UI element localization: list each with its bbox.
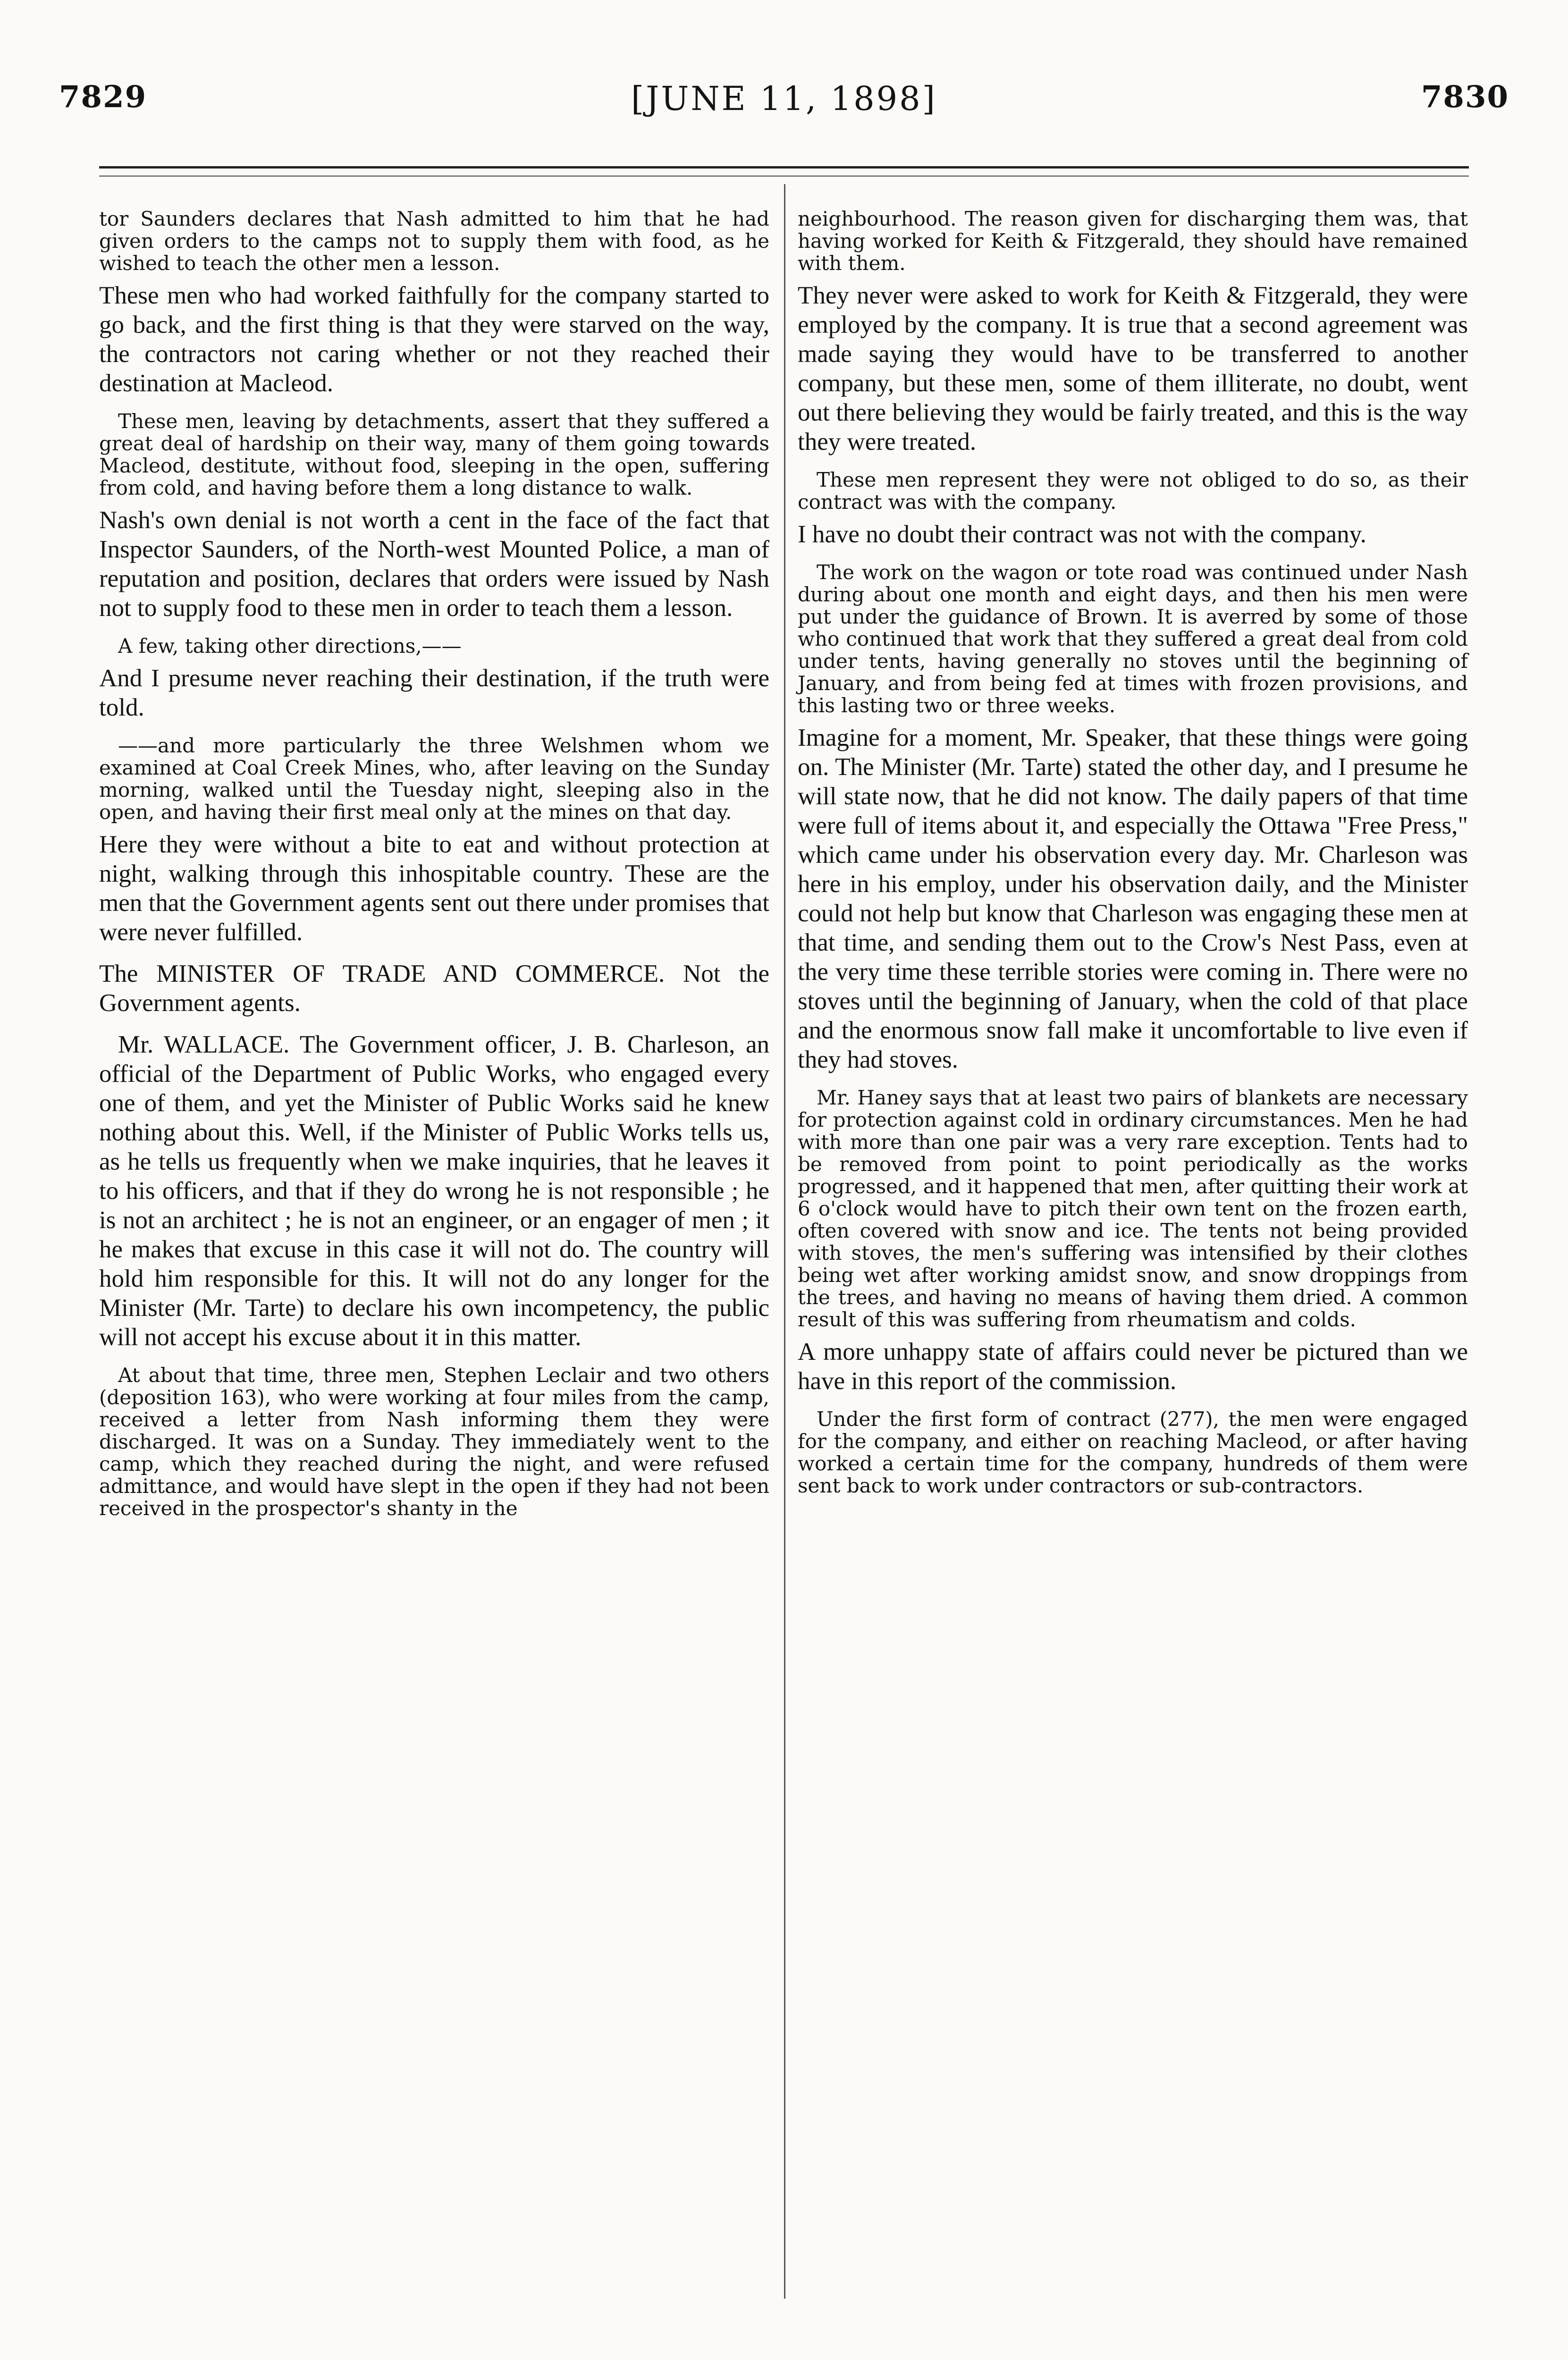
paragraph: They never were asked to work for Keith & Fitzgerald, they were employed by the company. It is true that a second agreement was made saying they would have to be transferred to another company, but these men, some of them illiterate, no doubt, went out there believing they would be fairly treated, and this is the way they were treated. [798,282,1468,455]
paragraph: At about that time, three men, Stephen Leclair and two others (deposition 163), who were working at four miles from the camp, received a letter from Nash informing them they were discharged. It was on a Sunday. They immediately went to the camp, which they reached during the night, and were refused admittance, and would have slept in the open if they had not been received in the prospector's shanty in the [99,1364,769,1520]
paragraph: Here they were without a bite to eat and without protection at night, walking through this inhospitable country. These are the men that the Government agents sent out there under promises that were never fulfilled. [99,831,769,946]
paragraph: Mr. Haney says that at least two pairs of blankets are necessary for protection against cold in ordinary circumstances. Men he had with more than one pair was a very rare exception. Tents had to be removed from point to point periodically as the works progressed, and it happened that men, after quitting their work at 6 o'clock would have to pitch their own tent on the frozen earth, often covered with snow and ice. The tents not being provided with stoves, the men's suffering was intensified by their clothes being wet after working amidst snow, and snow droppings from the trees, and having no means of having them dried. A common result of this was suffering from rheumatism and colds. [798,1086,1468,1331]
header-rule-thin [99,176,1469,177]
page-number-left: 7829 [59,79,147,115]
paragraph: The MINISTER OF TRADE AND COMMERCE. Not the Government agents. [99,960,769,1017]
column-divider [784,184,785,2299]
right-column [798,208,1468,1503]
left-column [99,208,769,1526]
page-date: [JUNE 11, 1898] [631,79,937,118]
paragraph: The work on the wagon or tote road was continued under Nash during about one month and eight days, and then his men were put under the guidance of Brown. It is averred by some of those who continued that work that they suffered a great deal from cold under tents, having generally no stoves until the beginning of January, and from being fed at times with frozen provisions, and this lasting two or three weeks. [798,561,1468,717]
paragraph: Imagine for a moment, Mr. Speaker, that these things were going on. The Minister (Mr. Tarte) stated the other day, and I presume he will state now, that he did not know. The daily papers of that time were full of items about it, and especially the Ottawa "Free Press," which came under his observation every day. Mr. Charleson was here in his employ, under his observation daily, and the Minister could not help but know that Charleson was engaging these men at that time, and sending them out to the Crow's Nest Pass, even at the very time these terrible stories were coming in. There were no stoves until the beginning of January, when the cold of that place and the enormous snow fall make it uncomfortable to live even if they had stoves. [798,724,1468,1073]
paragraph: These men who had worked faithfully for the company started to go back, and the first thing is that they were starved on the way, the contractors not caring whether or not they reached their destination at Macleod. [99,282,769,397]
page-number-right: 7830 [1421,79,1509,115]
paragraph: And I presume never reaching their destination, if the truth were told. [99,665,769,721]
paragraph: A few, taking other directions,—— [118,634,462,657]
header-rule-thick [99,166,1469,169]
paragraph: Nash's own denial is not worth a cent in the face of the fact that Inspector Saunders, of the North-west Mounted Police, a man of reputation and position, declares that orders were issued by Nash not to supply food to these men in order to teach them a lesson. [99,506,769,622]
paragraph: I have no doubt their contract was not with the company. [798,521,1366,548]
paragraph: tor Saunders declares that Nash admitted to him that he had given orders to the camps not to supply them with food, as he wished to teach the other men a lesson. [99,207,769,275]
paragraph: Mr. WALLACE. The Government officer, J. B. Charleson, an official of the Department of Public Works, who engaged every one of them, and yet the Minister of Public Works said he knew nothing about this. Well, if the Minister of Public Works tells us, as he tells us frequently when we make inquiries, that he leaves it to his officers, and that if they do wrong he is not responsible ; he is not an architect ; he is not an engineer, or an engager of men ; it he makes that excuse in this case it will not do. The country will hold him responsible for this. It will not do any longer for the Minister (Mr. Tarte) to declare his own incompetency, the public will not accept his excuse about it in this matter. [99,1031,769,1351]
paragraph: These men, leaving by detachments, assert that they suffered a great deal of hardship on their way, many of them going towards Macleod, destitute, without food, sleeping in the open, suffering from cold, and having before them a long distance to walk. [99,410,769,499]
page-header [59,79,1509,136]
paragraph: neighbourhood. The reason given for discharging them was, that having worked for Keith & Fitzgerald, they should have remained with them. [798,207,1468,275]
paragraph: These men represent they were not obliged to do so, as their contract was with the company. [798,468,1468,514]
paragraph: ——and more particularly the three Welshmen whom we examined at Coal Creek Mines, who, after leaving on the Sunday morning, walked until the Tuesday night, sleeping also in the open, and having their first meal only at the mines on that day. [99,734,769,824]
paragraph: A more unhappy state of affairs could never be pictured than we have in this report of the commission. [798,1338,1468,1395]
paragraph: Under the first form of contract (277), the men were engaged for the company, and either on reaching Macleod, or after having worked a certain time for the company, hundreds of them were sent back to work under contractors or sub-contractors. [798,1408,1468,1497]
